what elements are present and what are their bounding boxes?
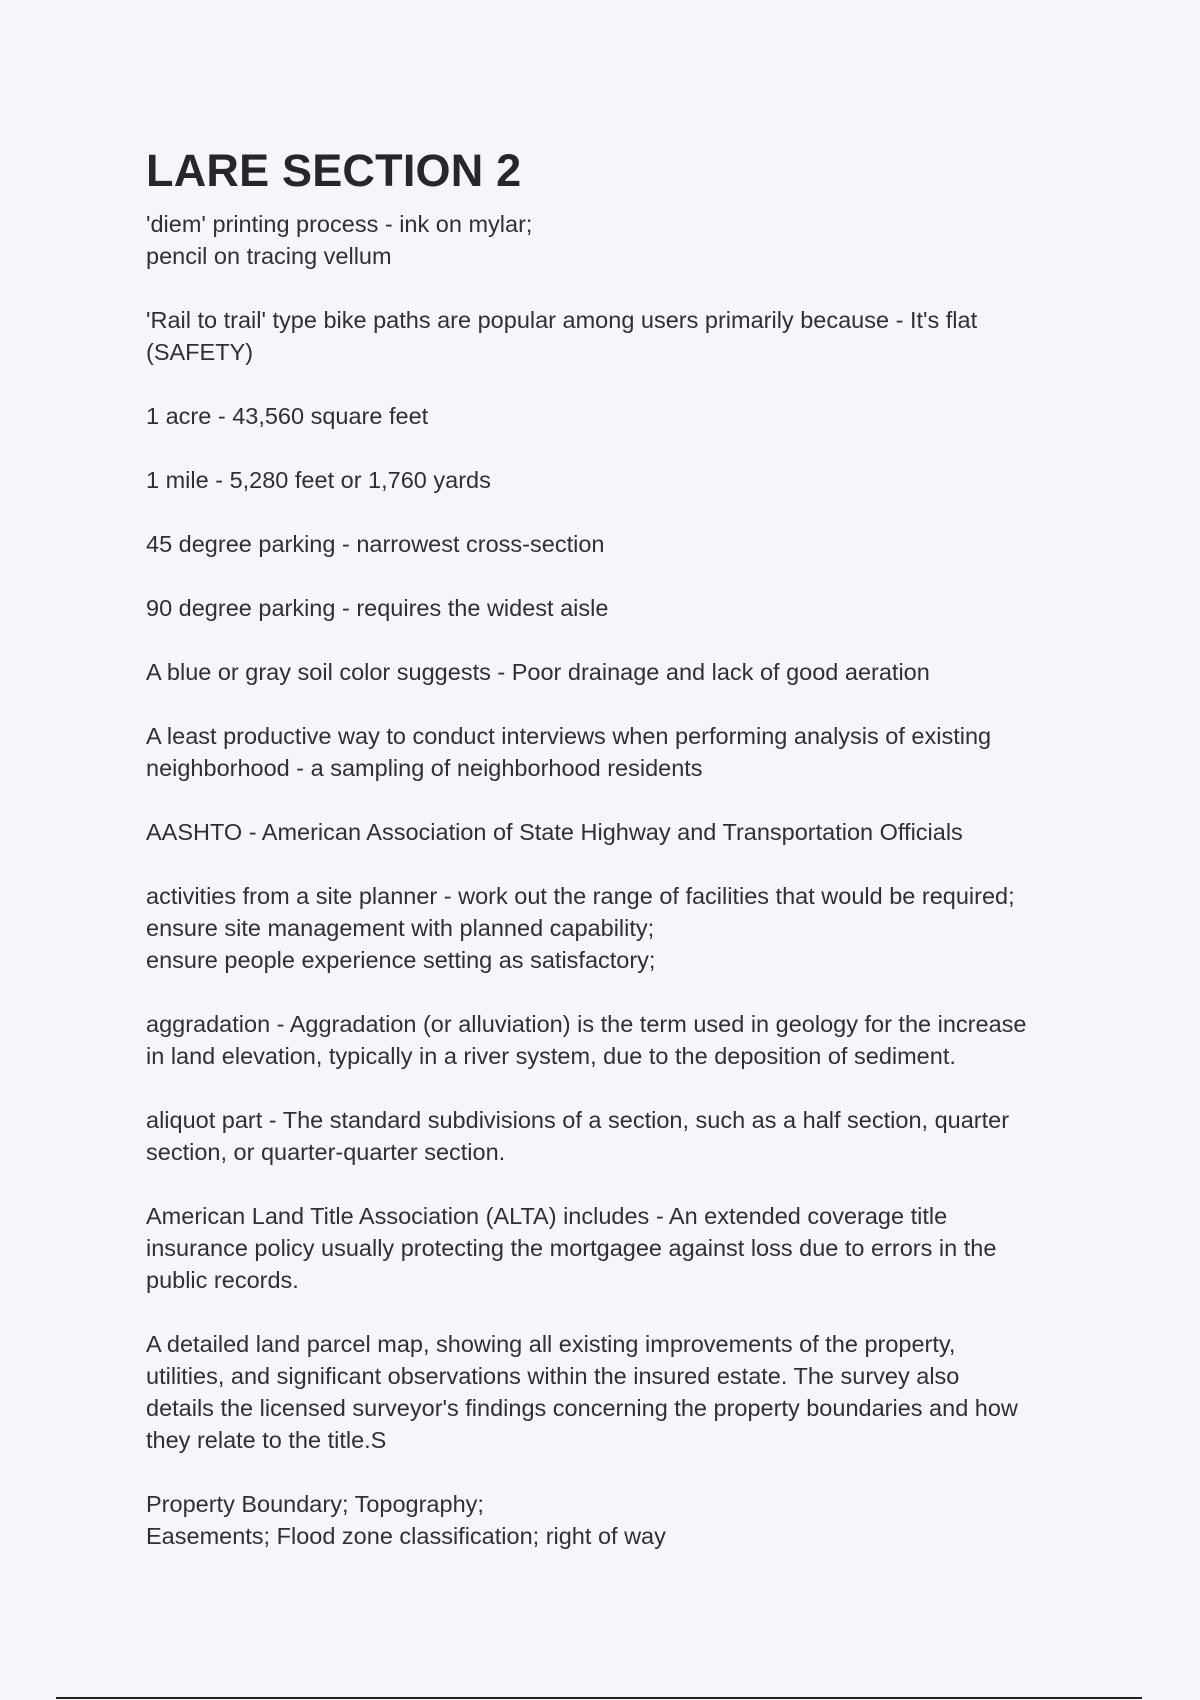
entry-line: details the licensed surveyor's findings concerning the property boundaries and how [146, 1395, 1018, 1421]
entry-line: 'Rail to trail' type bike paths are popular among users primarily because - It's flat [146, 307, 978, 333]
entry-line: section, or quarter-quarter section. [146, 1139, 506, 1165]
entry-line: Property Boundary; Topography; [146, 1491, 484, 1517]
entry-line: American Land Title Association (ALTA) includes - An extended coverage title [146, 1203, 948, 1229]
entry-line: 45 degree parking - narrowest cross-section [146, 531, 605, 557]
definition-entry [146, 1104, 1066, 1168]
entry-line: 90 degree parking - requires the widest aisle [146, 595, 609, 621]
definition-entry [146, 1200, 1066, 1296]
entry-line: A least productive way to conduct interviews when performing analysis of existing [146, 723, 992, 749]
entry-line: insurance policy usually protecting the mortgagee against loss due to errors in the [146, 1235, 997, 1261]
definition-entry [146, 400, 1066, 432]
entry-line: public records. [146, 1267, 299, 1293]
entry-line: ensure people experience setting as satisfactory; [146, 947, 656, 973]
entry-line: 'diem' printing process - ink on mylar; [146, 211, 533, 237]
entry-line: ensure site management with planned capability; [146, 915, 655, 941]
entry-line: aliquot part - The standard subdivisions of a section, such as a half section, quarter [146, 1107, 1010, 1133]
entry-line: activities from a site planner - work out the range of facilities that would be required; [146, 883, 1015, 909]
entry-line: utilities, and significant observations within the insured estate. The survey also [146, 1363, 960, 1389]
entry-line: pencil on tracing vellum [146, 243, 392, 269]
definition-entry [146, 464, 1066, 496]
entry-line: they relate to the title.S [146, 1427, 387, 1453]
entry-line: AASHTO - American Association of State Highway and Transportation Officials [146, 819, 963, 845]
definition-entry [146, 816, 1066, 848]
definition-entry [146, 528, 1066, 560]
definition-entry [146, 1488, 1066, 1552]
document-content [146, 142, 1066, 1584]
entry-list [146, 208, 1066, 1552]
entry-line: A detailed land parcel map, showing all existing improvements of the property, [146, 1331, 956, 1357]
page-title: LARE SECTION 2 [146, 145, 522, 196]
definition-entry [146, 1328, 1066, 1456]
entry-line: in land elevation, typically in a river system, due to the deposition of sediment. [146, 1043, 956, 1069]
entry-line: aggradation - Aggradation (or alluviation) is the term used in geology for the increase [146, 1011, 1027, 1037]
entry-line: 1 mile - 5,280 feet or 1,760 yards [146, 467, 491, 493]
definition-entry [146, 208, 1066, 272]
bottom-divider [56, 1697, 1142, 1699]
entry-line: 1 acre - 43,560 square feet [146, 403, 429, 429]
definition-entry [146, 1008, 1066, 1072]
entry-line: (SAFETY) [146, 339, 254, 365]
definition-entry [146, 880, 1066, 976]
definition-entry [146, 592, 1066, 624]
definition-entry [146, 304, 1066, 368]
definition-entry [146, 720, 1066, 784]
entry-line: Easements; Flood zone classification; right of way [146, 1523, 666, 1549]
entry-line: A blue or gray soil color suggests - Poor drainage and lack of good aeration [146, 659, 930, 685]
entry-line: neighborhood - a sampling of neighborhood residents [146, 755, 703, 781]
definition-entry [146, 656, 1066, 688]
